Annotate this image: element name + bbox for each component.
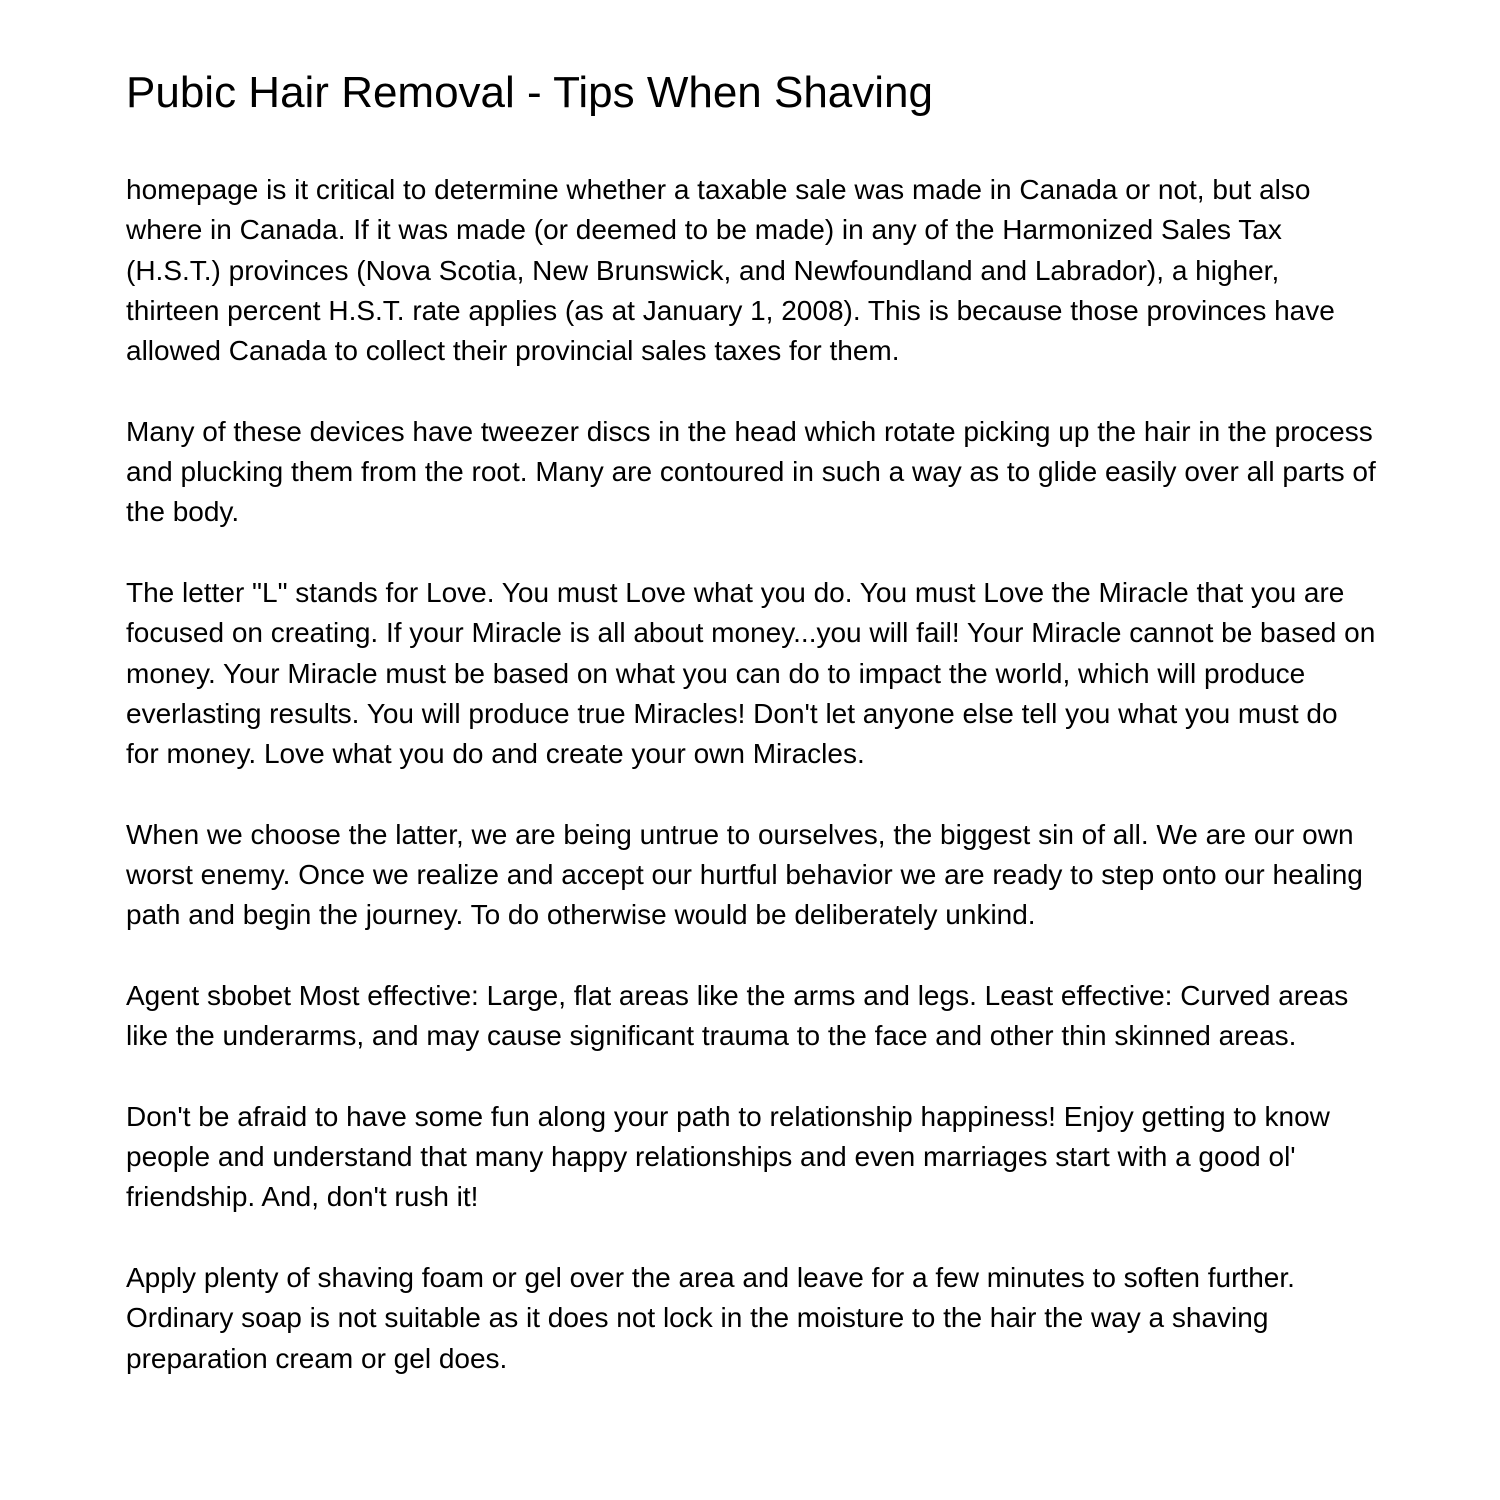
document-page bbox=[126, 64, 1376, 1419]
paragraph-love-miracles: The letter "L" stands for Love. You must Love what you do. You must Love the Miracle that you are focused on creating. If your Miracle is all about money...you will fail! Your Miracle cannot be based on money. Your Miracle must be based on what you can do to impact the world, which will produce everlasting results. You will produce true Miracles! Don't let anyone else tell you what you must do for money. Love what you do and create your own Miracles. bbox=[126, 576, 1376, 770]
paragraph-tweezer-devices: Many of these devices have tweezer discs in the head which rotate picking up the hair in the process and plucking them from the root. Many are contoured in such a way as to glide easily over all parts of the body. bbox=[126, 415, 1376, 528]
paragraph-sales-tax: homepage is it critical to determine whether a taxable sale was made in Canada or not, but also where in Canada. If it was made (or deemed to be made) in any of the Harmonized Sales Tax (H.S.T.) provinces (Nova Scotia, New Brunswick, and Newfoundland and Labrador), a higher, thirteen percent H.S.T. rate applies (as at January 1, 2008). This is because those provinces have allowed Canada to collect their provincial sales taxes for them. bbox=[126, 174, 1335, 367]
page-title: Pubic Hair Removal - Tips When Shaving bbox=[126, 68, 933, 117]
paragraph-effectiveness: Agent sbobet Most effective: Large, flat areas like the arms and legs. Least effective: Curved areas like the underarms, and may cause significant trauma to the face and other thin skinned areas. bbox=[126, 979, 1349, 1052]
paragraph-healing-path: When we choose the latter, we are being untrue to ourselves, the biggest sin of all. We are our own worst enemy. Once we realize and accept our hurtful behavior we are ready to step onto our healing path and begin the journey. To do otherwise would be deliberately unkind. bbox=[126, 818, 1363, 931]
paragraph-shaving-foam: Apply plenty of shaving foam or gel over the area and leave for a few minutes to soften further. Ordinary soap is not suitable as it does not lock in the moisture to the hair the way a shaving preparation cream or gel does. bbox=[126, 1262, 1295, 1374]
paragraph-relationship: Don't be afraid to have some fun along your path to relationship happiness! Enjoy getting to know people and understand that many happy relationships and even marriages start with a good ol' friendship. And, don't rush it! bbox=[126, 1100, 1330, 1213]
